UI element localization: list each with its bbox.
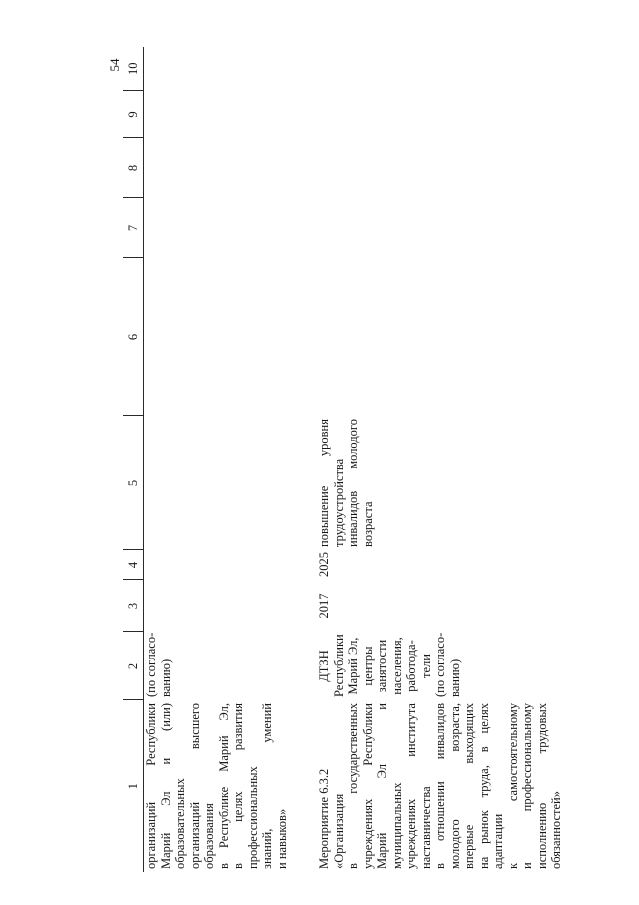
text-line: к самостоятельному [505, 703, 520, 869]
row2-col6-cell [317, 258, 564, 416]
text-line: трудоустройства [331, 458, 346, 547]
table-row [144, 47, 290, 872]
row1-end-year [144, 550, 290, 580]
text-line: в целях развития [231, 703, 245, 869]
text-line: возраста [360, 501, 375, 547]
row2-result-cell [317, 416, 564, 550]
measures-table [123, 47, 564, 872]
text-line: Республики [331, 634, 346, 697]
row1-executor-cell [144, 632, 290, 700]
text-line: в государственных [346, 703, 360, 869]
text-line: работода- [404, 640, 418, 692]
text-line: повышение уровня [317, 419, 331, 547]
row2-start-year: 2017 [317, 593, 331, 619]
text-line: на рынок труда, в целях [476, 703, 491, 869]
text-line: организаций высшего [187, 703, 202, 869]
col-header-3: 3 [123, 580, 144, 632]
row1-measure-cell [144, 700, 290, 872]
text-line: и навыков» [274, 808, 289, 869]
table-row [317, 47, 564, 872]
text-line: (по согласо- [144, 632, 158, 697]
column-number-row [123, 47, 144, 872]
text-line: занятости [375, 639, 389, 693]
row1-col6-cell [144, 258, 290, 416]
text-line: организаций Республики [144, 703, 158, 869]
text-line: Марий Эл и [375, 703, 389, 869]
text-line: Мероприятие 6.3.2 [317, 768, 331, 869]
text-line: впервые выходящих [462, 703, 476, 869]
text-line: «Организация [331, 793, 346, 869]
col-header-7: 7 [123, 198, 144, 258]
rotated-table-page [123, 47, 583, 872]
text-line: населения, [389, 637, 404, 695]
row2-end-year: 2025 [317, 552, 331, 577]
col-header-1: 1 [123, 700, 144, 872]
text-line: ДТЗН [317, 650, 331, 682]
row1-col7-cell [144, 198, 290, 258]
text-line: знаний, умений [260, 703, 274, 869]
text-line: тели [418, 654, 433, 678]
text-line: в Республике Марий Эл, [216, 703, 231, 869]
text-line: учреждениях Республики [360, 703, 375, 869]
col-header-10: 10 [123, 47, 144, 91]
row2-col9-cell [317, 91, 564, 138]
text-line: исполнению трудовых [534, 703, 549, 869]
text-line: муниципальных [389, 782, 404, 869]
row1-start-year [144, 580, 290, 632]
col-header-5: 5 [123, 416, 144, 550]
text-line: Марий Эл, [346, 637, 360, 695]
text-line: и профессиональному [520, 703, 534, 869]
text-line: профессиональных [245, 766, 260, 869]
text-line: молодого возраста, [447, 703, 462, 869]
text-line: инвалидов молодого [346, 419, 360, 547]
text-line: учреждениях института [404, 703, 418, 869]
text-line: (по согласо- [433, 632, 447, 697]
page-number: 54 [107, 58, 122, 72]
col-header-4: 4 [123, 550, 144, 580]
text-line: ванию) [447, 658, 462, 697]
col-header-2: 2 [123, 632, 144, 700]
row2-col7-cell [317, 198, 564, 258]
row-spacer [289, 47, 317, 872]
text-line: образования [202, 803, 216, 869]
text-line: ванию) [158, 658, 173, 697]
row2-measure-cell [317, 700, 564, 872]
row2-executor-cell [317, 632, 564, 700]
text-line: образовательных [173, 778, 187, 869]
text-line: адаптации [491, 813, 505, 869]
text-line: обязанностей» [549, 791, 563, 869]
row1-result-cell [144, 416, 290, 550]
text-line: Марий Эл и (или) [158, 703, 173, 869]
text-line: наставничества [418, 786, 433, 869]
row2-col10-cell [317, 47, 564, 91]
col-header-8: 8 [123, 138, 144, 198]
row1-col8-cell [144, 138, 290, 198]
row2-col8-cell [317, 138, 564, 198]
row1-col10-cell [144, 47, 290, 91]
col-header-9: 9 [123, 91, 144, 138]
text-line: центры [360, 646, 375, 686]
text-line: в отношении инвалидов [433, 703, 447, 869]
row1-col9-cell [144, 91, 290, 138]
col-header-6: 6 [123, 258, 144, 416]
